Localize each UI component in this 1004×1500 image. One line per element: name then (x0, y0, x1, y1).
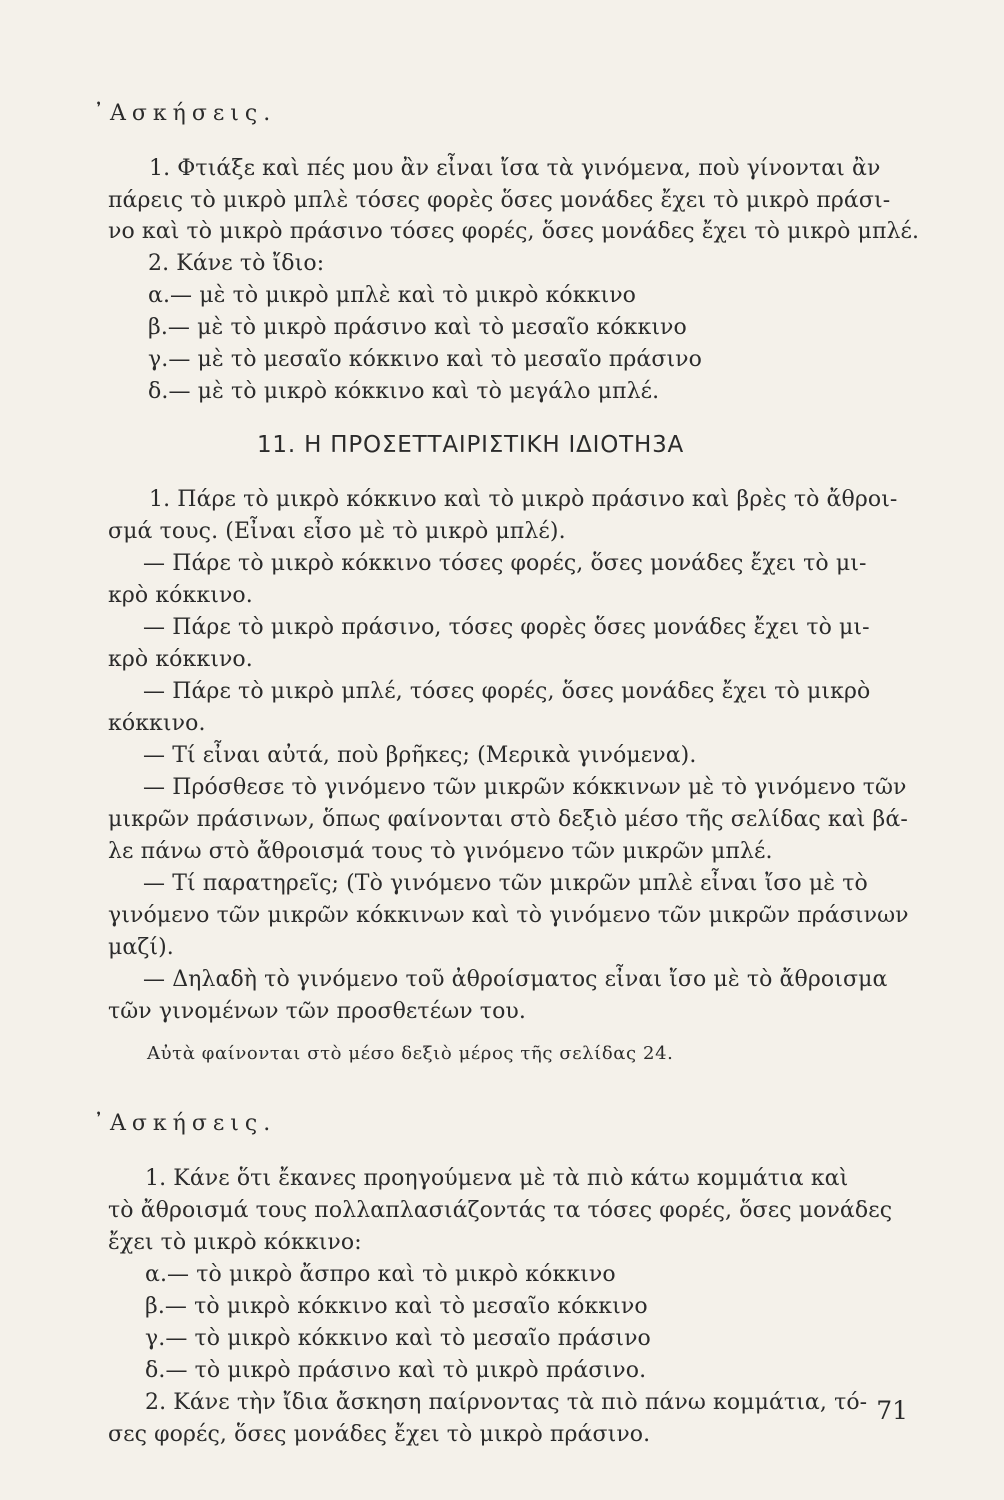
section-line-4: κρὸ κόκκινο. (108, 583, 253, 608)
exercise-4-line-1: 2. Κάνε τὴν ἴδια ἄσκηση παίρνοντας τὰ πιὸ πάνω κομμάτια, τό- (145, 1390, 868, 1415)
section-line-13: — Τί παρατηρεῖς; (Τὸ γινόμενο τῶν μικρῶν μπλὲ εἶναι ἴσο μὲ τὸ (143, 871, 868, 896)
exercises-heading-2: ᾿Ασκήσεις. (93, 1111, 277, 1136)
exercise-3-line-3: ἔχει τὸ μικρὸ κόκκινο: (108, 1230, 362, 1255)
exercise-2-item-b: β.— μὲ τὸ μικρὸ πράσινο καὶ τὸ μεσαῖο κόκκινο (148, 315, 687, 340)
exercise-3-item-c: γ.— τὸ μικρὸ κόκκινο καὶ τὸ μεσαῖο πράσινο (145, 1326, 651, 1351)
section-line-2: σμά τους. (Εἶναι εἶσο μὲ τὸ μικρὸ μπλέ). (108, 519, 566, 544)
section-line-10: — Πρόσθεσε τὸ γινόμενο τῶν μικρῶν κόκκινων μὲ τὸ γινόμενο τῶν (143, 775, 907, 800)
section-line-11: μικρῶν πράσινων, ὅπως φαίνονται στὸ δεξιὸ μέσο τῆς σελίδας καὶ βά- (108, 807, 908, 832)
reference-note: Αὐτὰ φαίνονται στὸ μέσο δεξιὸ μέρος τῆς σελίδας 24. (147, 1043, 674, 1064)
section-line-9: — Τί εἶναι αὐτά, ποὺ βρῆκες; (Μερικὰ γινόμενα). (143, 743, 697, 768)
exercise-2-item-a: α.— μὲ τὸ μικρὸ μπλὲ καὶ τὸ μικρὸ κόκκινο (148, 283, 637, 308)
section-line-5: — Πάρε τὸ μικρὸ πράσινο, τόσες φορὲς ὅσες μονάδες ἔχει τὸ μι- (143, 615, 870, 640)
section-line-6: κρὸ κόκκινο. (108, 647, 253, 672)
section-line-16: — Δηλαδὴ τὸ γινόμενο τοῦ ἀθροίσματος εἶναι ἴσο μὲ τὸ ἄθροισμα (143, 967, 888, 992)
exercise-3-line-2: τὸ ἄθροισμά τους πολλαπλασιάζοντάς τα τόσες φορές, ὅσες μονάδες (108, 1198, 893, 1223)
exercise-2-heading: 2. Κάνε τὸ ἴδιο: (148, 251, 325, 276)
section-line-14: γινόμενο τῶν μικρῶν κόκκινων καὶ τὸ γινόμενο τῶν μικρῶν πράσινων (108, 903, 909, 928)
exercise-3-item-d: δ.— τὸ μικρὸ πράσινο καὶ τὸ μικρὸ πράσινο. (145, 1358, 647, 1383)
exercises-heading-1: ᾿Ασκήσεις. (93, 101, 277, 126)
exercise-3-line-1: 1. Κάνε ὅτι ἔκανες προηγούμενα μὲ τὰ πιὸ κάτω κομμάτια καὶ (145, 1166, 849, 1191)
exercise-2-item-d: δ.— μὲ τὸ μικρὸ κόκκινο καὶ τὸ μεγάλο μπλέ. (148, 379, 660, 404)
exercise-4-line-2: σες φορές, ὅσες μονάδες ἔχει τὸ μικρὸ πράσινο. (108, 1422, 651, 1447)
section-line-3: — Πάρε τὸ μικρὸ κόκκινο τόσες φορές, ὅσες μονάδες ἔχει τὸ μι- (143, 551, 867, 576)
page-number: 71 (876, 1396, 908, 1425)
section-line-1: 1. Πάρε τὸ μικρὸ κόκκινο καὶ τὸ μικρὸ πράσινο καὶ βρὲς τὸ ἄθροι- (149, 487, 898, 512)
section-line-15: μαζί). (108, 935, 174, 960)
section-title: 11. Η ΠΡΟΣΕΤΤΑΙΡΙΣΤΙΚΗ ΙΔΙΟΤΗ3Α (257, 432, 685, 458)
exercise-1-line-2: πάρεις τὸ μικρὸ μπλὲ τόσες φορὲς ὅσες μονάδες ἔχει τὸ μικρὸ πράσι- (108, 188, 891, 213)
section-line-8: κόκκινο. (108, 711, 206, 736)
exercise-3-item-a: α.— τὸ μικρὸ ἄσπρο καὶ τὸ μικρὸ κόκκινο (145, 1262, 616, 1287)
exercise-1-line-3: νο καὶ τὸ μικρὸ πράσινο τόσες φορές, ὅσες μονάδες ἔχει τὸ μικρὸ μπλέ. (108, 219, 920, 244)
section-line-7: — Πάρε τὸ μικρὸ μπλέ, τόσες φορές, ὅσες μονάδες ἔχει τὸ μικρὸ (143, 679, 871, 704)
exercise-2-item-c: γ.— μὲ τὸ μεσαῖο κόκκινο καὶ τὸ μεσαῖο πράσινο (148, 347, 702, 372)
exercise-1-line-1: 1. Φτιάξε καὶ πές μου ἂν εἶναι ἴσα τὰ γινόμενα, ποὺ γίνονται ἂν (149, 156, 881, 181)
exercise-3-item-b: β.— τὸ μικρὸ κόκκινο καὶ τὸ μεσαῖο κόκκινο (145, 1294, 648, 1319)
section-line-17: τῶν γινομένων τῶν προσθετέων του. (108, 999, 526, 1024)
section-line-12: λε πάνω στὸ ἄθροισμά τους τὸ γινόμενο τῶν μικρῶν μπλέ. (108, 839, 773, 864)
